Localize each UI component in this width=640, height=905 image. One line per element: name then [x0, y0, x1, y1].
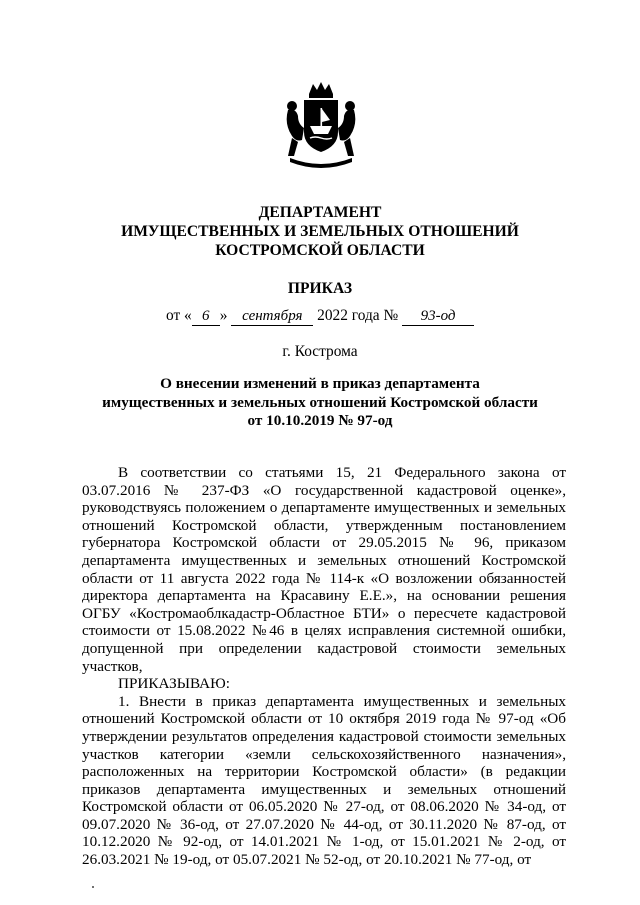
- department-name: [60, 203, 580, 260]
- dept-line-1: ДЕПАРТАМЕНТ: [258, 204, 382, 221]
- date-prefix: от «: [165, 307, 192, 324]
- date-year: 2022 года №: [317, 307, 399, 324]
- date-mid: »: [219, 307, 228, 324]
- date-day: 6: [192, 308, 220, 326]
- scan-speck: [92, 886, 94, 888]
- city: г. Кострома: [282, 343, 358, 360]
- dept-line-3: КОСТРОМСКОЙ ОБЛАСТИ: [215, 242, 425, 259]
- subject-line-2: имущественных и земельных отношений Костромской области: [102, 393, 538, 411]
- date-line: [60, 306, 580, 326]
- doc-type-title: ПРИКАЗ: [287, 280, 353, 297]
- command-word: ПРИКАЗЫВАЮ:: [118, 675, 230, 693]
- subject-line-3: от 10.10.2019 № 97-од: [247, 412, 393, 429]
- date-month: сентября: [231, 308, 313, 326]
- clause-1-paragraph: 1. Внести в приказ департамента имущественных и земельных отношений Костромской области от 10 октября 2019 года № 97-од «Об утверждении результатов определения кадастровой стоимости земельных участков категории «земли сельскохозяйственного назначения», расположенных на территории Костромской области» (в редакции приказов департамента имущественных и земельных отношений Костромской области от 06.05.2020 № 27-од, от 08.06.2020 № 34-од, от 09.07.2020 № 36-од, от 27.07.2020 № 44-од, от 30.11.2020 № 87-од, от 10.12.2020 № 92-од, от 14.01.2021 № 1-од, от 15.01.2021 № 2-од, от 26.03.2021 № 19-од, от 05.07.2021 № 52-од, от 20.10.2021 № 77-од, от: [82, 692, 566, 869]
- dept-line-2: ИМУЩЕСТВЕННЫХ И ЗЕМЕЛЬНЫХ ОТНОШЕНИЙ: [121, 223, 519, 240]
- kostroma-coat-of-arms-icon: [282, 80, 360, 170]
- order-body: [82, 464, 566, 869]
- subject-line-1: О внесении изменений в приказ департамента: [160, 375, 480, 392]
- order-subject: [60, 375, 580, 431]
- order-number: 93-од: [402, 308, 474, 326]
- preamble-paragraph: В соответствии со статьями 15, 21 Федерального закона от 03.07.2016 № 237-ФЗ «О государственной кадастровой оценке», руководствуясь положением о департаменте имущественных и земельных отношений Костромской области, утвержденным постановлением губернатора Костромской области от 29.05.2015 № 96, приказом департамента имущественных и земельных отношений Костромской области от 11 августа 2022 года № 114-к «О возложении обязанностей директора департамента на Красавину Е.Е.», на основании решения ОГБУ «Костромаоблкадастр-Областное БТИ» о пересчете кадастровой стоимости от 15.08.2022 №46 в целях исправления системной ошибки, допущенной при определении кадастровой стоимости земельных участков,: [82, 464, 566, 675]
